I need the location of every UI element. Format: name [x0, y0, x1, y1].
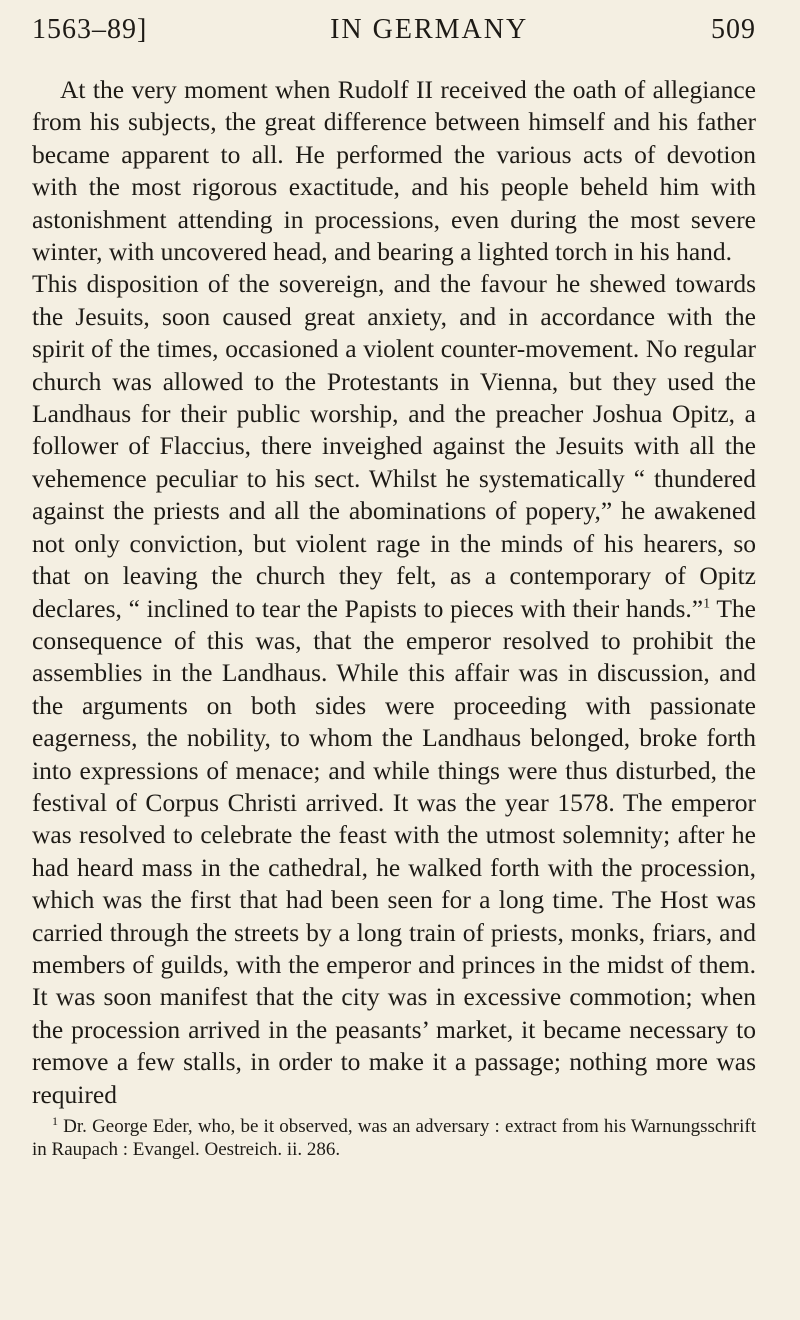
- footnote: [32, 1115, 756, 1161]
- paragraph-2-continuation: The consequence of this was, that the emperor resolved to prohibit the assemblies in the Landhaus. While this affair was in discussion, and the arguments on both sides were proceeding with passionate eagerness, the nobility, to whom the Landhaus belonged, broke forth into expressions of menace; and while things were thus disturbed, the festival of Corpus Christi arrived. It was the year 1578. The emperor was resolved to celebrate the feast with the utmost solemnity; after he had heard mass in the cathedral, he walked forth with the procession, which was the first that had been seen for a long time. The Host was carried through the streets by a long train of priests, monks, friars, and members of guilds, with the emperor and princes in the midst of them. It was soon manifest that the city was in excessive commotion; when the procession arrived in the peasants’ market, it became necessary to remove a few stalls, in order to make it a passage; nothing more was required: [32, 593, 757, 1109]
- footnote-text: Dr. George Eder, who, be it observed, was an adversary : extract from his Warnungsschrift in Raupach : Evangel. Oestreich. ii. 286.: [32, 1116, 757, 1160]
- book-page: [32, 14, 756, 1161]
- paragraph-2-text: This disposition of the sovereign, and the favour he shewed towards the Jesuits, soon caused great anxiety, and in accordance with the spirit of the times, occasioned a violent counter-movement. No regular church was allowed to the Protestants in Vienna, but they used the Landhaus for their public worship, and the preacher Joshua Opitz, a follower of Flaccius, there inveighed against the Jesuits with all the vehemence peculiar to his sect. Whilst he systematically “ thundered against the priests and all the abominations of popery,” he awakened not only conviction, but violent rage in the minds of his hearers, so that on leaving the church they felt, as a contemporary of Opitz declares, “ inclined to tear the Papists to pieces with their hands.”: [32, 269, 756, 623]
- paragraph-1: At the very moment when Rudolf II received the oath of allegiance from his subjects, the great difference between himself and his father became apparent to all. He performed the various acts of devotion with the most rigorous exactitude, and his people beheld him with astonishment attending in processions, even during the most severe winter, with uncovered head, and bearing a lighted torch in his hand.: [32, 75, 756, 267]
- running-title: IN GERMANY: [330, 14, 529, 45]
- body-text: [32, 74, 756, 1111]
- running-head: [32, 14, 756, 60]
- page-number: 509: [711, 14, 756, 45]
- paragraph-2: [32, 268, 756, 1111]
- page-date-range: 1563–89]: [32, 14, 148, 45]
- footnote-reference: 1: [703, 596, 711, 611]
- footnote-mark: 1: [52, 1113, 58, 1128]
